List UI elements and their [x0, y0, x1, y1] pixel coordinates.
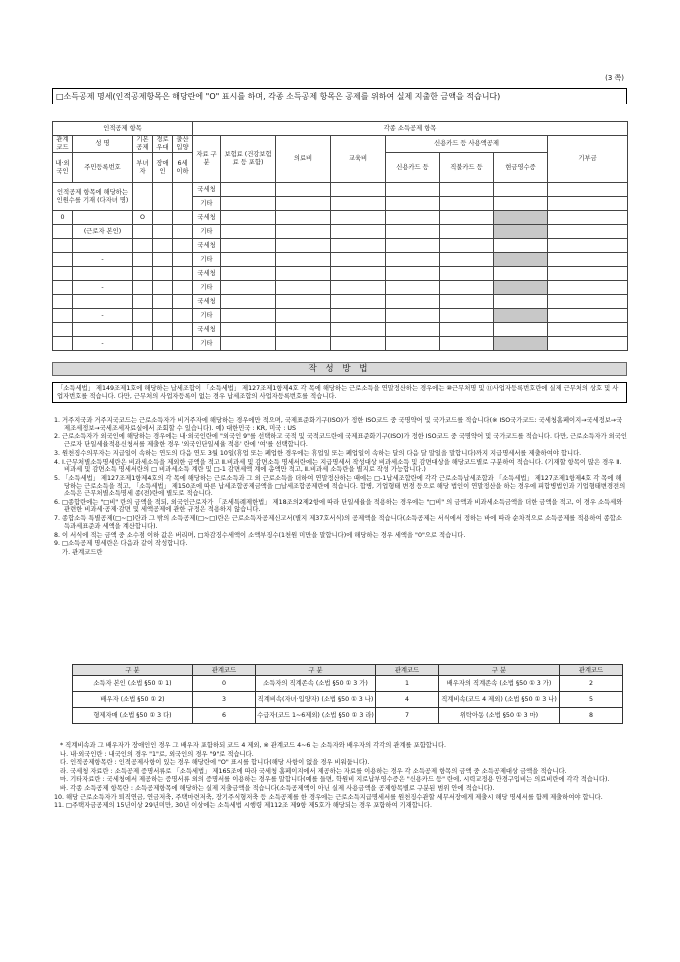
note-b: 나. 내·외국인란 : 내국인의 경우 "1"로, 외국인의 경우 "9"로 적습니다.	[60, 750, 254, 758]
resident-dash: -	[73, 281, 133, 295]
count-label: 인적공제 항목에 해당하는 인원수를 기재 (다자녀 명)	[53, 183, 133, 211]
code-cell: 3	[193, 692, 256, 708]
nat-code-header: 내·외 국인	[53, 153, 73, 183]
code-cell: 2	[560, 676, 623, 692]
source-nts: 국세청	[193, 267, 221, 281]
note-star: * 직계비속과 그 배우자가 장애인인 경우 그 배우자 포함하되 코드 4 제외, ※ 관계코드 4~6 는 소득자와 배우자의 각각의 관계를 포함합니다.	[60, 742, 447, 749]
note-f: 바. 각종 소득공제 항목란 : 소득공제항목에 해당하는 실제 지출금액을 적습니다(소득공제액이 아닌 실제 사용금액을 공제항목별로 구분된 범위 안에 적습니다).	[60, 784, 495, 792]
note-c: 다. 인적공제항목란 : 인적공제사항이 있는 경우 해당란에 "O" 표시를 합니다(해당 사항이 없을 경우 비워둡니다).	[60, 759, 370, 767]
note-9a: 가. 관계코드란	[62, 549, 103, 557]
donation-header: 기부금	[548, 136, 628, 183]
code-cell: 소득자 본인 (소법 §50 ① 1)	[73, 676, 193, 692]
note-3: 3. 원천징수의무자는 지급일이 속하는 연도의 다음 연도 3월 10일(휴업 또는 폐업한 경우에는 휴업일 또는 폐업일이 속하는 달의 다음 달 말일을 말합니다)까지 지급명세서를 제출하여야 합니다.	[54, 449, 582, 457]
woman-header: 부녀자	[133, 153, 153, 183]
under6-header: 6세 이하	[173, 153, 193, 183]
row1-name: (근로자 본인)	[73, 225, 133, 239]
note-d: 라. 국세청 자료란 : 소득공제 증명서류로 「소득세법」 제165조에 따라 국세청 홈페이지에서 제공하는 자료를 이용하는 경우 각 소득공제 항목의 금액 중 소득공제대상 금액을 적습니다.	[60, 767, 567, 775]
source-header: 자료 구분	[193, 136, 221, 183]
code-cell: 배우자의 직계존속 (소법 §50 ① 3 가)	[439, 676, 560, 692]
source-nts: 국세청	[193, 183, 221, 197]
code-cell: 직계비속(자녀·입양자) (소법 §50 ① 3 나)	[256, 692, 376, 708]
elder-header: 경로 우대	[153, 136, 173, 153]
code-cell: 0	[193, 676, 256, 692]
source-other: 기타	[193, 197, 221, 211]
code-header: 구 분	[439, 665, 560, 676]
name-header: 성 명	[73, 136, 133, 153]
relation-code-table	[72, 664, 623, 724]
insurance-header: 보험료 (건강보험료 등 포함)	[221, 136, 276, 183]
resident-dash: -	[73, 309, 133, 323]
source-nts: 국세청	[193, 211, 221, 225]
deduction-table	[52, 121, 628, 351]
deduction-header: □소득공제 명세(인적공제항목은 해당란에 "O" 표시를 하며, 각종 소득공제 항목은 공제를 위하여 실제 지출한 금액을 적습니다)	[52, 88, 627, 104]
code-cell: 소득자의 직계존속 (소법 §50 ① 3 가)	[256, 676, 376, 692]
debit-card-header: 직불카드 등	[440, 153, 494, 183]
code-cell: 형제자매 (소법 §50 ① 3 다)	[73, 708, 193, 724]
code-header: 관계코드	[560, 665, 623, 676]
code-cell: 위탁아동 (소법 §50 ① 3 마)	[439, 708, 560, 724]
note-2: 2. 근로소득자가 외국인에 해당하는 경우에는 내·외국인란에 "외국인 9"를 선택하고 국적 및 국적코드란에 국제표준화기구(ISO)가 정한 ISO코드 중 국명약어 및 국가코드를 적습니다. 다만, 근로소득자가 외국인근로자 단일세율적용신청서를 제출한 경우 '외국인단일세율 적용' 란에 '여'를 선택합니다.	[54, 433, 627, 448]
code-cell: 4	[376, 692, 439, 708]
personal-header: 인적공제 항목	[53, 122, 193, 136]
code-cell: 6	[193, 708, 256, 724]
note-5: 5. 「소득세법」 제127조제1항제4호의 각 목에 해당하는 근로소득과 그 외 근로소득을 더하여 연말정산하는 때에는 □-1납세조합란에 각각 근로소득납세조합과 「소득세법」 제127조제1항제4호 각 목에 해당하는 근로소득을 적고, 「소득세법」 제150조에 따른 납세조합공제금액을 □납세조합공제란에 적습니다. 합병, 기업형태 변경 등으로 해당 법인이 연말정산을 하는 경우에 피합병법인과 기업형태변경전의 소득은 근무처별소득명세 종(전)란에 별도로 적습니다.	[54, 474, 626, 498]
cash-receipt-header: 현금영수증	[494, 153, 548, 183]
row1-code: 0	[53, 211, 73, 225]
note-8: 8. 이 서식에 적는 금액 중 소수점 이하 값은 버리며, □차감징수세액이 소액부징수(1천원 미만을 말합니다)에 해당하는 경우 세액을 "0"으로 적습니다.	[54, 531, 466, 539]
note-e: 마. 기타자료란 : 국세청에서 제공하는 증명서류 외의 증명서를 이용하는 경우를 말합니다(예를 들면, 학원비 지로납부영수증은 "신용카드 등" 란에, 시력교정용 안경구입비는 의료비란에 각각 적습니다).	[60, 776, 610, 784]
code-cell: 8	[560, 708, 623, 724]
disabled-header: 장애인	[153, 153, 173, 183]
code-header: 구 분	[73, 665, 193, 676]
card-group-header: 신용카드 등 사용액공제	[386, 136, 548, 153]
resident-no-header: 주민등록번호	[73, 153, 133, 183]
credit-card-header: 신용카드 등	[386, 153, 440, 183]
code-cell: 수급자(코드 1~6제외) (소법 §50 ① 3 라)	[256, 708, 376, 724]
page-number: (3 쪽)	[605, 74, 624, 82]
code-cell: 7	[376, 708, 439, 724]
resident-dash: -	[73, 253, 133, 267]
note-4: 4. Ⅰ.근무처별소득명세란은 비과세소득을 제외한 금액을 적고 Ⅱ.비과세 및 감면소득 명세서란에는 지급명세서 작성대상 비과세소득 및 감면대상을 해당코드별로 구분하여 적습니다. (기재할 항목이 많은 경우 Ⅱ.비과세 및 감면소득 명세서란의 □ 비과세소득 계란 및 □-1 감면세액 계에 총액만 적고, Ⅱ.비과세 소득란을 별지로 작성 가능합니다.)	[54, 458, 622, 474]
code-cell: 5	[560, 692, 623, 708]
source-other: 기타	[193, 225, 221, 239]
code-cell: 배우자 (소법 §50 ① 2)	[73, 692, 193, 708]
source-nts: 국세청	[193, 295, 221, 309]
row1-basic: O	[133, 211, 153, 225]
note-9: 9. □소득공제 명세란은 다음과 같이 작성합니다.	[54, 540, 188, 548]
medical-header: 의료비	[276, 136, 331, 183]
notes-list-2	[52, 742, 627, 811]
source-nts: 국세청	[193, 239, 221, 253]
resident-dash: -	[73, 337, 133, 351]
rel-code-header: 관계 코드	[53, 136, 73, 153]
source-nts: 국세청	[193, 323, 221, 337]
note-10: 10. 해당 근로소득자가 퇴직연금, 연금저축, 주택마련저축, 장기주식형저축 등 소득공제를 한 경우에는 근로소득지급명세서를 원천징수관할 세무서장에게 제출시 해당 명세서를 함께 제출하여야 합니다.	[54, 793, 603, 801]
section-title: 작 성 방 법	[52, 362, 627, 376]
code-cell: 직계비속(코드 4 제외) (소법 §50 ① 3 나)	[439, 692, 560, 708]
source-other: 기타	[193, 253, 221, 267]
education-header: 교육비	[331, 136, 386, 183]
source-other: 기타	[193, 337, 221, 351]
notes-list	[52, 417, 627, 558]
source-other: 기타	[193, 281, 221, 295]
note-7: 7. 종합소득 특별공제(□~□)란과 그 밖의 소득공제(□~□)란은 근로소득자공제신고서(별지 제37호서식)의 공제액을 적습니다(소득공제는 서식에서 정하는 바에 따라 순차적으로 소득공제를 적용하여 종합소득과세표준과 세액을 계산합니다).	[54, 515, 622, 530]
code-header: 관계코드	[193, 665, 256, 676]
note-11: 11. □주택자금공제의 15년이상 29년미만, 30년 이상에는 소득세법 시행령 제112조 제9항 제5호가 해당되는 경우 포함하여 기재합니다.	[54, 802, 432, 810]
birth-header: 출산 입양	[173, 136, 193, 153]
code-cell: 1	[376, 676, 439, 692]
note-1: 1. 거주지국과 거주지국코드는 근로소득자가 비거주자에 해당하는 경우에만 적으며, 국제표준화기구(ISO)가 정한 ISO코드 중 국명약어 및 국가코드를 적습니다(※ ISO국가코드: 국세청홈페이지→국세정보→국제조세정보→국세조세자료실에서 조회할 수 있습니다). 예) 대한민국 : KR, 미국 : US	[54, 417, 623, 432]
source-other: 기타	[193, 309, 221, 323]
items-header: 각종 소득공제 항목	[193, 122, 628, 136]
basic-header: 기본 공제	[133, 136, 153, 153]
code-header: 관계코드	[376, 665, 439, 676]
note-6: 6. □종합란에는 "□비" 란의 금액을 적되, 외국인근로자가 「조세특례제한법」 제18조의2제2항에 따라 단일세율을 적용하는 경우에는 "□비" 의 금액과 비과세소득금액을 더한 금액을 적고, 이 경우 소득세와 관련한 비과세·공제·감면 및 세액공제에 관한 규정은 적용하지 않습니다.	[54, 498, 623, 514]
code-header: 구 분	[256, 665, 376, 676]
intro-box: 「소득세법」 제149조제1호에 해당하는 납세조합이 「소득세법」 제127조제1항제4호 각 목에 해당하는 근로소득을 연말정산하는 경우에는 ⑩근무처명 및 ⑪사업자등록번호란에 실제 근무처의 상호 및 사업자번호를 적습니다. 다만, 근무처의 사업자등록이 없는 경우 납세조합의 사업자등록번호를 적습니다.	[52, 382, 627, 403]
